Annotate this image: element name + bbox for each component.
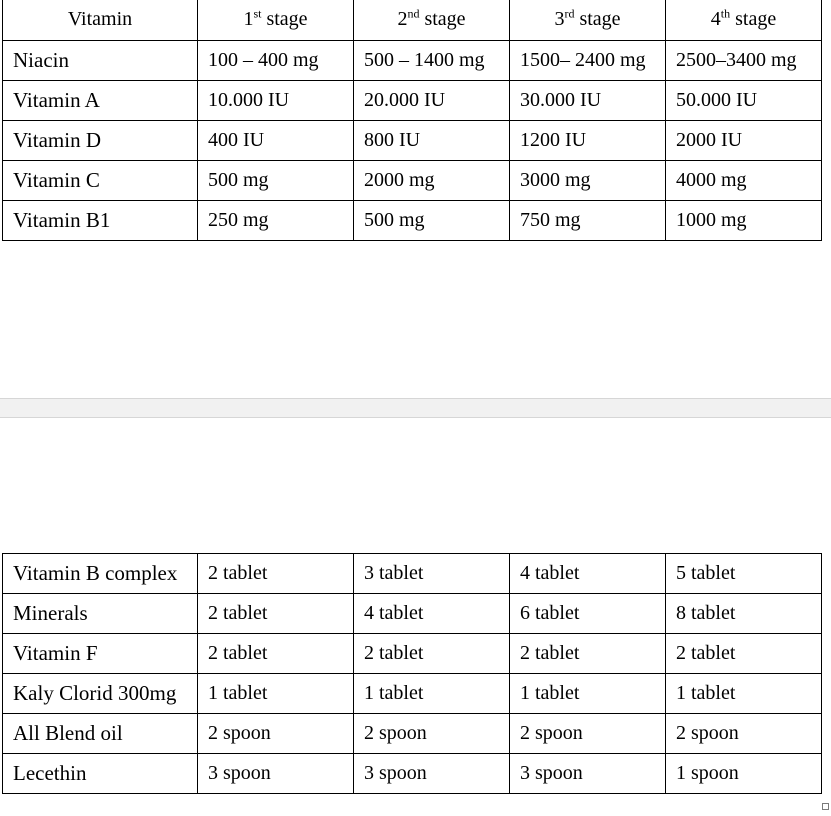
table-cell: Lecethin <box>3 754 198 794</box>
table-cell: 3 tablet <box>354 554 510 594</box>
table-cell: 500 mg <box>198 160 354 200</box>
table-cell: 500 mg <box>354 200 510 240</box>
table-cell: 250 mg <box>198 200 354 240</box>
table-cell: 2500–3400 mg <box>666 40 822 80</box>
table-cell: 8 tablet <box>666 594 822 634</box>
table-cell: 2 spoon <box>354 714 510 754</box>
table-cell: 2000 IU <box>666 120 822 160</box>
table-cell: 2 tablet <box>198 634 354 674</box>
table-cell: Kaly Clorid 300mg <box>3 674 198 714</box>
table-row <box>3 160 822 200</box>
table-cell: 2000 mg <box>354 160 510 200</box>
header-stage-4: 4th stage <box>666 0 822 40</box>
page-break-gap <box>0 398 831 418</box>
table-row <box>3 714 822 754</box>
table-row <box>3 200 822 240</box>
table-cell: Vitamin B complex <box>3 554 198 594</box>
table-cell: 10.000 IU <box>198 80 354 120</box>
table-cell: Minerals <box>3 594 198 634</box>
header-stage-1: 1st stage <box>198 0 354 40</box>
table-cell: Niacin <box>3 40 198 80</box>
table-cell: 1000 mg <box>666 200 822 240</box>
table-row <box>3 754 822 794</box>
table-cell: All Blend oil <box>3 714 198 754</box>
table-cell: 2 tablet <box>354 634 510 674</box>
table-cell: 20.000 IU <box>354 80 510 120</box>
table-cell: 4000 mg <box>666 160 822 200</box>
table-cell: 2 spoon <box>510 714 666 754</box>
table-cell: 3 spoon <box>510 754 666 794</box>
table-cell: 5 tablet <box>666 554 822 594</box>
table-cell: 1200 IU <box>510 120 666 160</box>
table-cell: Vitamin D <box>3 120 198 160</box>
header-stage-2: 2nd stage <box>354 0 510 40</box>
table-row <box>3 634 822 674</box>
table-cell: 4 tablet <box>354 594 510 634</box>
table-cell: 2 tablet <box>198 554 354 594</box>
table-cell: 30.000 IU <box>510 80 666 120</box>
table-cell: 1 spoon <box>666 754 822 794</box>
table-cell: 3 spoon <box>354 754 510 794</box>
table-cell: 1500– 2400 mg <box>510 40 666 80</box>
table-cell: 1 tablet <box>354 674 510 714</box>
header-vitamin: Vitamin <box>3 0 198 40</box>
table-cell: 2 spoon <box>666 714 822 754</box>
table-row <box>3 80 822 120</box>
table-cell: 2 tablet <box>510 634 666 674</box>
table-cell: 800 IU <box>354 120 510 160</box>
table-cell: 1 tablet <box>666 674 822 714</box>
header-stage-3: 3rd stage <box>510 0 666 40</box>
table-cell: Vitamin F <box>3 634 198 674</box>
table-cell: 2 tablet <box>666 634 822 674</box>
table-row <box>3 674 822 714</box>
table-cell: 50.000 IU <box>666 80 822 120</box>
table-cell: 750 mg <box>510 200 666 240</box>
table-cell: 3 spoon <box>198 754 354 794</box>
table-cell: 2 spoon <box>198 714 354 754</box>
vitamin-dosage-table <box>2 0 822 241</box>
supplement-dosage-table <box>2 553 822 794</box>
table-cell: 4 tablet <box>510 554 666 594</box>
table-row <box>3 554 822 594</box>
table-cell: Vitamin A <box>3 80 198 120</box>
table-cell: 3000 mg <box>510 160 666 200</box>
table-row <box>3 40 822 80</box>
table-cell: 2 tablet <box>198 594 354 634</box>
table-cell: 500 – 1400 mg <box>354 40 510 80</box>
table-cell: 1 tablet <box>510 674 666 714</box>
table-row <box>3 120 822 160</box>
table-cell: Vitamin C <box>3 160 198 200</box>
table-header-row <box>3 0 822 40</box>
table-cell: 6 tablet <box>510 594 666 634</box>
table-cell: 100 – 400 mg <box>198 40 354 80</box>
table-row <box>3 594 822 634</box>
table-resize-handle[interactable] <box>822 803 829 810</box>
table-cell: 400 IU <box>198 120 354 160</box>
table-cell: 1 tablet <box>198 674 354 714</box>
table-cell: Vitamin B1 <box>3 200 198 240</box>
